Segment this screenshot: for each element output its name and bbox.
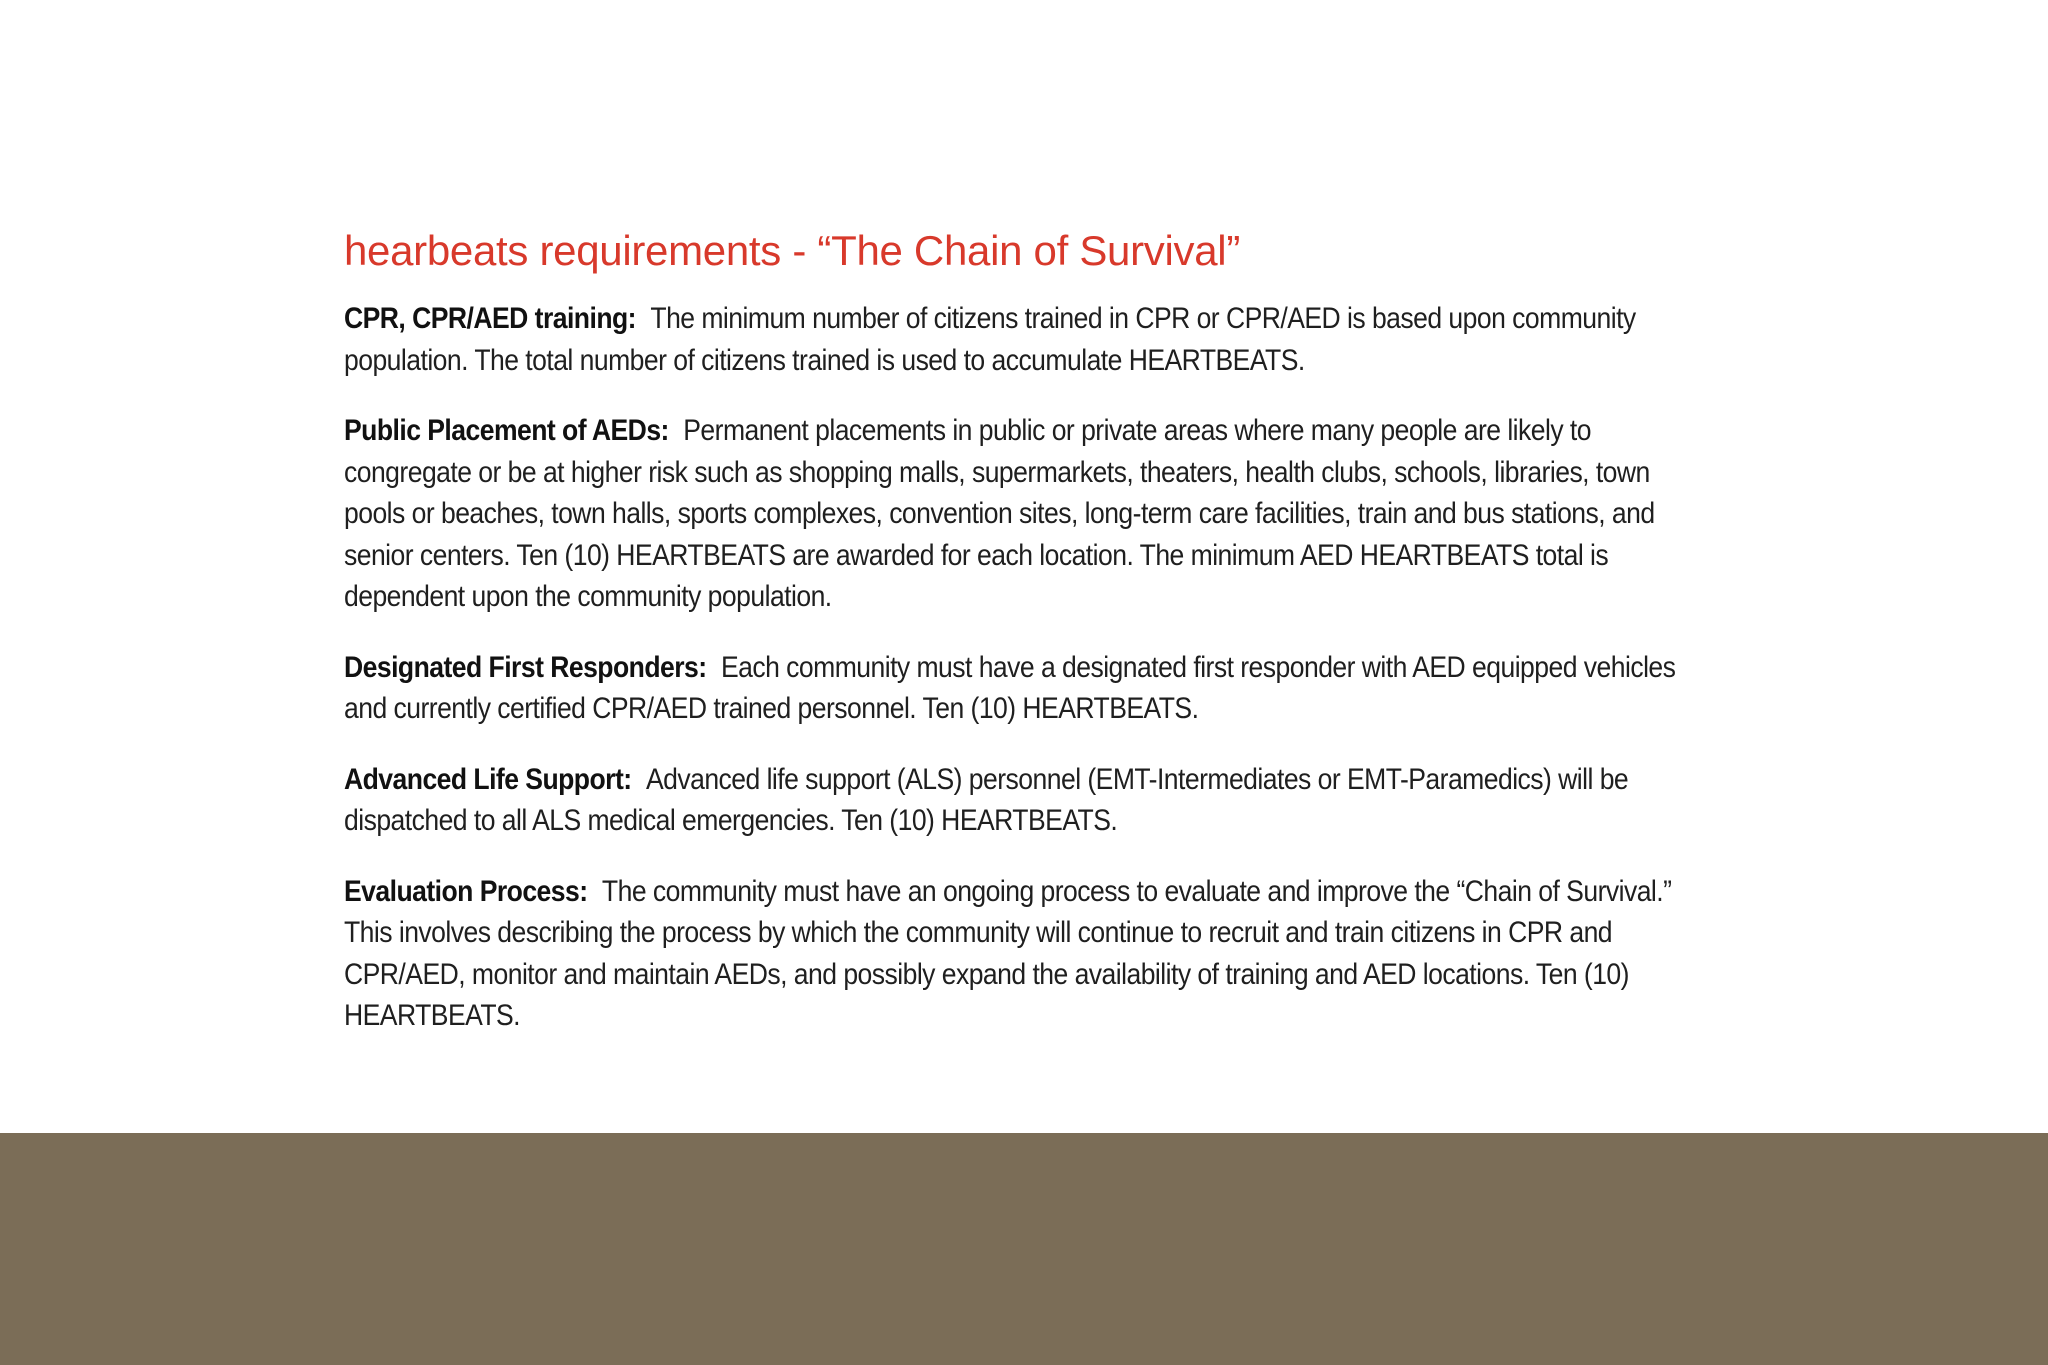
section-text: Advanced life support (ALS) personnel (EMT-Intermediates or EMT-Paramedics) will be dispatched to all ALS medical emergencies. Ten (10) HEARTBEATS.	[344, 762, 1629, 837]
section-label: Designated First Responders:	[344, 650, 707, 684]
section-text: Each community must have a designated first responder with AED equipped vehicles and currently certified CPR/AED trained personnel. Ten (10) HEARTBEATS.	[344, 650, 1676, 725]
section-label: Public Placement of AEDs:	[344, 414, 669, 447]
section-text: The community must have an ongoing process to evaluate and improve the “Chain of Survival.” This involves describing the process by which the community will continue to recruit and train citizens in CPR and CPR/AED, monitor and maintain AEDs, and possibly expand the availability of training and AED locations. Ten (10) HEARTBEATS.	[344, 874, 1672, 1032]
page-title: hearbeats requirements - “The Chain of Survival”	[344, 227, 1241, 274]
document-content	[344, 222, 1714, 1066]
section-public-placement	[344, 410, 1714, 618]
section-label: Evaluation Process:	[344, 874, 588, 908]
footer-band	[0, 1133, 2048, 1365]
section-label: Advanced Life Support:	[344, 762, 632, 796]
section-first-responders	[344, 647, 1714, 730]
section-advanced-life-support	[344, 759, 1714, 842]
section-cpr-training	[344, 298, 1714, 381]
section-text: Permanent placements in public or private areas where many people are likely to congregate or be at higher risk such as shopping malls, supermarkets, theaters, health clubs, schools, libraries, town pools or beaches, town halls, sports complexes, convention sites, long-term care facilities, train and bus stations, and senior centers. Ten (10) HEARTBEATS are awarded for each location. The minimum AED HEARTBEATS total is dependent upon the community population.	[344, 414, 1655, 613]
section-evaluation-process	[344, 871, 1714, 1037]
section-text: The minimum number of citizens trained in CPR or CPR/AED is based upon community population. The total number of citizens trained is used to accumulate HEARTBEATS.	[344, 302, 1636, 377]
section-label: CPR, CPR/AED training:	[344, 302, 636, 335]
